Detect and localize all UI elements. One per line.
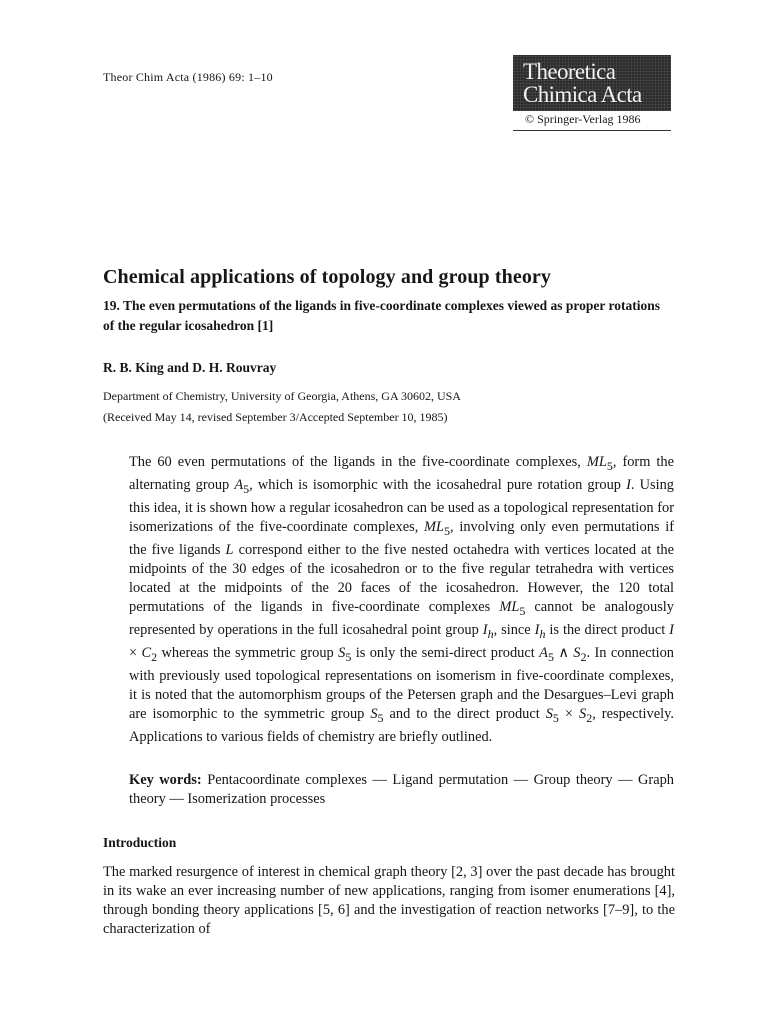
keywords-label: Key words: xyxy=(129,772,202,788)
journal-logo xyxy=(513,55,671,111)
abstract: The 60 even permutations of the ligands in the five-coordinate complexes, $ML_5$, form the alternating group $A_5$, which is isomorphic with the icosahedral pure rotation group I. Using this idea, it is shown how a regular icosahedron can be used as a topological representation for isomerizations of the five-coordinate complexes, $ML_5$, involving only even permutations if the five ligands L correspond either to the five nested octahedra with vertices located at the midpoints of the 30 edges of the icosahedron or to the five regular tetrahedra with vertices located at the midpoints of the 20 faces of the icosahedron. However, the 120 total permutations of the ligands in five-coordinate complexes $ML_5$ cannot be analogously represented by operations in the full icosahedral point group $I_h$, since $I_h$ is the direct product $I \times C_2$ whereas the symmetric group $S_5$ is only the semi-direct product $A_5$ ∧ $S_2$. In connection with previously used topological representations on isomerism in five-coordinate complexes, it is noted that the automorphism groups of the Petersen graph and the Desargues–Levi graph are isomorphic to the symmetric group $S_5$ and to the direct product $S_5 \times S_2$, respectively. Applications to various fields of chemistry are briefly outlined. xyxy=(129,454,675,746)
keywords-text: Pentacoordinate complexes — Ligand permutation — Group theory — Graph theory — Isomerization processes xyxy=(129,772,674,808)
affiliation: Department of Chemistry, University of Georgia, Athens, GA 30602, USA xyxy=(103,389,461,403)
copyright-notice: © Springer-Verlag 1986 xyxy=(525,112,641,126)
logo-line-1: Theoretica xyxy=(523,59,616,84)
paper-subtitle: 19. The even permutations of the ligands in five-coordinate complexes viewed as proper rotations of the regular icosahedron [1] xyxy=(103,298,660,333)
received-dates: (Received May 14, revised September 3/Accepted September 10, 1985) xyxy=(103,410,448,424)
journal-citation: Theor Chim Acta (1986) 69: 1–10 xyxy=(103,70,273,84)
authors: R. B. King and D. H. Rouvray xyxy=(103,360,277,375)
introduction-paragraph: The marked resurgence of interest in chemical graph theory [2, 3] over the past decade has brought in its wake an ever increasing number of new applications, ranging from isomer enumerations [4], through bonding theory applications [5, 6] and the investigation of reaction networks [7–9], to the characterization of xyxy=(103,864,675,938)
keywords xyxy=(129,771,674,809)
paper-title: Chemical applications of topology and group theory xyxy=(103,266,551,288)
logo-line-2: Chimica Acta xyxy=(523,82,642,107)
section-heading-introduction: Introduction xyxy=(103,835,177,850)
copyright-rule xyxy=(513,130,671,131)
